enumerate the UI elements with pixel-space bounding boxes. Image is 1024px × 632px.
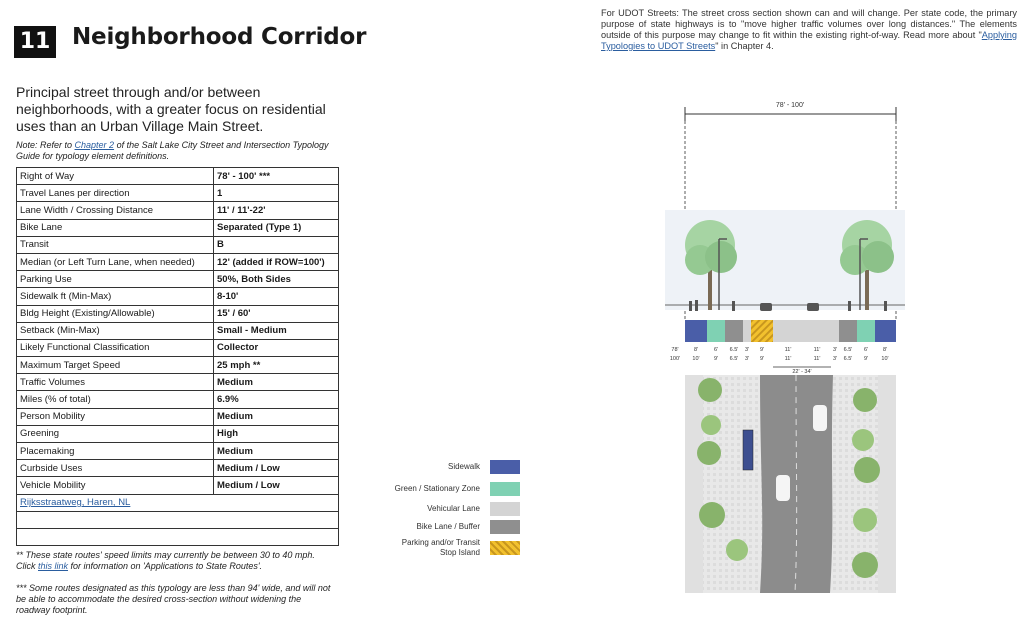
table-row bbox=[17, 322, 339, 339]
chapter-2-link[interactable]: Chapter 2 bbox=[74, 140, 115, 150]
legend-item-parking bbox=[390, 538, 520, 558]
dim-bottom-0: 100' bbox=[669, 356, 681, 362]
row-value: 11' / 11'-22' bbox=[214, 202, 339, 219]
table-row bbox=[17, 374, 339, 391]
legend-swatch bbox=[490, 460, 520, 474]
table-row bbox=[17, 168, 339, 185]
legend-label: Bike Lane / Buffer bbox=[416, 522, 480, 531]
row-label: Likely Functional Classification bbox=[17, 339, 214, 356]
row-value: 15' / 60' bbox=[214, 305, 339, 322]
example-cell bbox=[17, 494, 339, 511]
dim-top-4: 3' bbox=[744, 347, 750, 353]
row-value: Medium bbox=[214, 374, 339, 391]
legend-label: Vehicular Lane bbox=[427, 504, 480, 513]
row-value: 50%, Both Sides bbox=[214, 271, 339, 288]
table-row bbox=[17, 443, 339, 460]
row-label: Lane Width / Crossing Distance bbox=[17, 202, 214, 219]
row-label: Travel Lanes per direction bbox=[17, 185, 214, 202]
dim-bottom-3: 6.5' bbox=[729, 356, 739, 362]
dim-top-1: 8' bbox=[693, 347, 699, 353]
row-label: Miles (% of total) bbox=[17, 391, 214, 408]
row-label: Right of Way bbox=[17, 168, 214, 185]
legend-label: Sidewalk bbox=[447, 462, 480, 471]
dim-top-9: 6.5' bbox=[843, 347, 853, 353]
udot-typologies-link[interactable]: Applying Typologies to UDOT Streets bbox=[601, 30, 1017, 51]
state-routes-link[interactable]: this link bbox=[38, 561, 69, 571]
row-label: Maximum Target Speed bbox=[17, 357, 214, 374]
footnote-speed bbox=[16, 550, 336, 572]
row-value: 8-10' bbox=[214, 288, 339, 305]
row-value: Medium bbox=[214, 408, 339, 425]
plan-transit-island bbox=[743, 430, 753, 470]
street-diagram bbox=[665, 95, 905, 595]
page-title: Neighborhood Corridor bbox=[72, 24, 367, 50]
row-label: Curbside Uses bbox=[17, 460, 214, 477]
dim-top-11: 8' bbox=[882, 347, 888, 353]
row-value: B bbox=[214, 236, 339, 253]
note-suffix: of the Salt Lake City Street and Intersection Typology Guide for typology element definitions. bbox=[16, 140, 329, 161]
legend-item-sidewalk bbox=[448, 460, 520, 474]
table-row bbox=[17, 185, 339, 202]
example-link[interactable]: Rijksstraatweg, Haren, NL bbox=[20, 497, 131, 509]
table-row bbox=[17, 408, 339, 425]
plan-car-1 bbox=[813, 405, 827, 431]
dim-top-10: 6' bbox=[863, 347, 869, 353]
strip-parking-left bbox=[751, 320, 773, 342]
row-label: Parking Use bbox=[17, 271, 214, 288]
table-row bbox=[17, 219, 339, 236]
dim-bottom-7: 11' bbox=[813, 356, 821, 362]
dim-top-8: 3' bbox=[832, 347, 838, 353]
table-row bbox=[17, 202, 339, 219]
dim-top-5: 9' bbox=[759, 347, 765, 353]
table-row bbox=[17, 288, 339, 305]
table-row bbox=[17, 425, 339, 442]
row-label: Traffic Volumes bbox=[17, 374, 214, 391]
row-value: 12' (added if ROW=100') bbox=[214, 253, 339, 270]
dim-bottom-1: 10' bbox=[692, 356, 700, 362]
plan-sidewalk-right bbox=[878, 375, 896, 593]
dim-bottom-11: 10' bbox=[881, 356, 889, 362]
table-row bbox=[17, 305, 339, 322]
legend-swatch bbox=[490, 502, 520, 516]
legend-swatch bbox=[490, 520, 520, 534]
udot-note bbox=[601, 8, 1017, 52]
strip-bike-left bbox=[725, 320, 743, 342]
row-label: Median (or Left Turn Lane, when needed) bbox=[17, 253, 214, 270]
table-row bbox=[17, 271, 339, 288]
footnote-width: *** Some routes designated as this typology are less than 94' wide, and will not be able to accommodate the desired cross-section without widening the roadway footprint. bbox=[16, 583, 331, 615]
table-row-blank bbox=[17, 511, 339, 528]
strip-sidewalk-right bbox=[875, 320, 896, 342]
fn1-suffix: for information on 'Applications to State Routes'. bbox=[68, 561, 263, 571]
strip-green-left bbox=[707, 320, 725, 342]
row-label: Bldg Height (Existing/Allowable) bbox=[17, 305, 214, 322]
table-row-example bbox=[17, 494, 339, 511]
row-value: Medium / Low bbox=[214, 477, 339, 494]
udot-suffix: " in Chapter 4. bbox=[715, 41, 774, 51]
row-value: Medium bbox=[214, 443, 339, 460]
table-row bbox=[17, 357, 339, 374]
typology-table bbox=[16, 167, 339, 546]
legend-swatch bbox=[490, 482, 520, 496]
legend-item-vehicular bbox=[427, 502, 520, 516]
row-value: Separated (Type 1) bbox=[214, 219, 339, 236]
row-label: Person Mobility bbox=[17, 408, 214, 425]
legend-item-bike bbox=[417, 520, 520, 534]
table-row bbox=[17, 236, 339, 253]
typology-number: 11 bbox=[14, 26, 56, 58]
row-label: Transit bbox=[17, 236, 214, 253]
blank-cell bbox=[17, 528, 339, 545]
dim-top-6: 11' bbox=[784, 347, 792, 353]
row-value: 6.9% bbox=[214, 391, 339, 408]
intro-text: Principal street through and/or between neighborhoods, with a greater focus on residential uses than an Urban Village Main Street. bbox=[16, 84, 326, 134]
table-row bbox=[17, 460, 339, 477]
plan-car-2 bbox=[776, 475, 790, 501]
row-label: Greening bbox=[17, 425, 214, 442]
note-prefix: Note: Refer to bbox=[16, 140, 75, 150]
dim-bottom-2: 9' bbox=[713, 356, 719, 362]
legend-swatch-hatched bbox=[490, 541, 520, 555]
dim-bottom-5: 9' bbox=[759, 356, 765, 362]
strip-sidewalk-left bbox=[685, 320, 707, 342]
dim-top-2: 6' bbox=[713, 347, 719, 353]
table-row bbox=[17, 477, 339, 494]
dim-top-3: 6.5' bbox=[729, 347, 739, 353]
lane-dimensions bbox=[670, 347, 889, 362]
dim-bottom-6: 11' bbox=[784, 356, 792, 362]
table-row-blank bbox=[17, 528, 339, 545]
legend-item-green bbox=[395, 482, 520, 496]
row-value: Medium / Low bbox=[214, 460, 339, 477]
table-row bbox=[17, 253, 339, 270]
table-row bbox=[17, 339, 339, 356]
dim-bottom-8: 3' bbox=[832, 356, 838, 362]
row-value: 1 bbox=[214, 185, 339, 202]
dim-top-0: 78' bbox=[671, 347, 679, 353]
dim-bottom-9: 6.5' bbox=[843, 356, 853, 362]
dim-bottom-10: 9' bbox=[863, 356, 869, 362]
blank-cell bbox=[17, 511, 339, 528]
dim-top-7: 11' bbox=[813, 347, 821, 353]
row-label: Sidewalk ft (Min-Max) bbox=[17, 288, 214, 305]
row-width-label: 78' - 100' bbox=[775, 102, 805, 109]
table-row bbox=[17, 391, 339, 408]
row-value: 25 mph ** bbox=[214, 357, 339, 374]
legend-label: Green / Stationary Zone bbox=[394, 484, 480, 493]
udot-prefix: For UDOT Streets: The street cross section shown can and will change. Per state code, the primary purpose of state highways is to "move higher traffic volumes over long distances." The elements outside of this purpose may change to fit within the existing right-of-way. Read more about " bbox=[601, 8, 1017, 40]
row-label: Vehicle Mobility bbox=[17, 477, 214, 494]
row-label: Bike Lane bbox=[17, 219, 214, 236]
plan-view bbox=[685, 375, 896, 593]
strip-buffer-right bbox=[831, 320, 839, 342]
row-label: Placemaking bbox=[17, 443, 214, 460]
strip-travel-lanes bbox=[773, 320, 831, 342]
plan-sidewalk-left bbox=[685, 375, 703, 593]
row-value: Collector bbox=[214, 339, 339, 356]
fn1-prefix: ** These state routes' speed limits may currently be between 30 to 40 mph. Click bbox=[16, 550, 315, 571]
row-label: Setback (Min-Max) bbox=[17, 322, 214, 339]
dim-bottom-4: 3' bbox=[744, 356, 750, 362]
strip-bike-right bbox=[839, 320, 857, 342]
crossing-label: 22' - 34' bbox=[792, 369, 812, 375]
row-value: High bbox=[214, 425, 339, 442]
strip-buffer-left bbox=[743, 320, 751, 342]
row-value: 78' - 100' *** bbox=[214, 168, 339, 185]
legend-label: Parking and/or Transit Stop Island bbox=[401, 538, 480, 557]
note-text bbox=[16, 140, 346, 162]
strip-green-right bbox=[857, 320, 875, 342]
row-value: Small - Medium bbox=[214, 322, 339, 339]
